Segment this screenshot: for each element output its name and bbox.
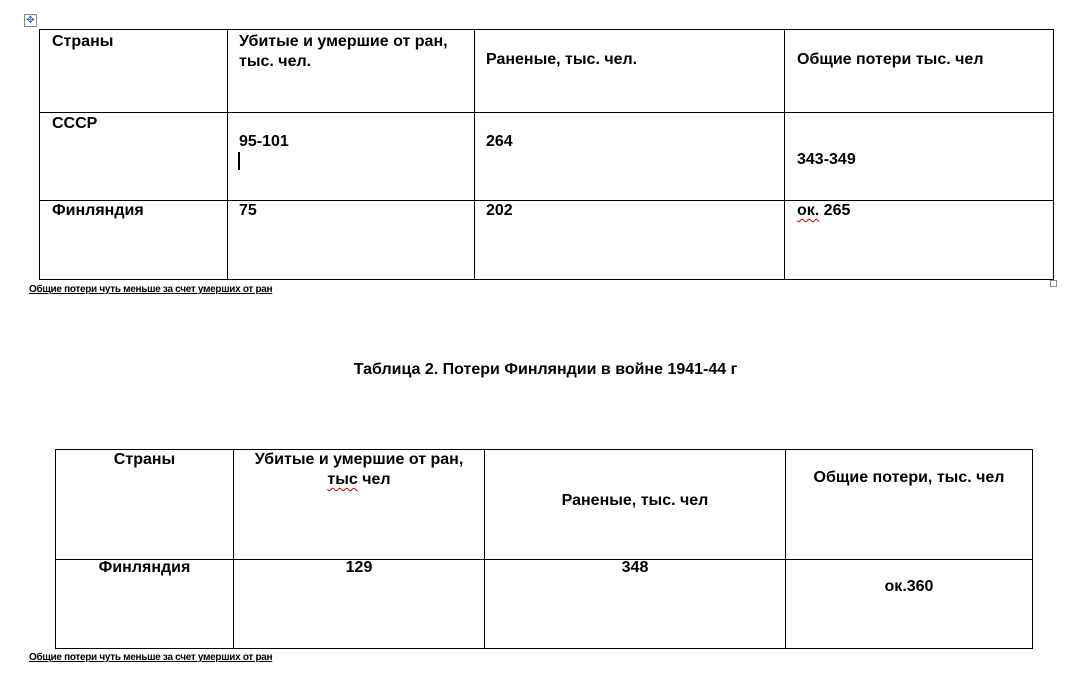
text-cursor xyxy=(238,152,240,170)
losses-table-1 xyxy=(39,29,1054,280)
cell-country[interactable]: Финляндия xyxy=(56,560,234,649)
cell-killed[interactable]: 75 xyxy=(228,201,475,280)
header-cell-country[interactable]: Страны xyxy=(56,450,234,560)
table-caption: Таблица 2. Потери Финляндии в войне 1941-44 г xyxy=(353,361,738,378)
cell-killed[interactable]: 95-101 xyxy=(228,113,475,201)
cell-total[interactable]: ок.360 xyxy=(786,560,1033,649)
header-cell-wounded[interactable]: Раненые, тыс. чел. xyxy=(475,30,785,113)
header-cell-country[interactable]: Страны xyxy=(40,30,228,113)
table-move-handle-icon[interactable]: ✥ xyxy=(24,14,37,27)
header-cell-total[interactable]: Общие потери тыс. чел xyxy=(785,30,1054,113)
spellcheck-word: ок. xyxy=(797,202,820,219)
cell-wounded[interactable]: 202 xyxy=(475,201,785,280)
spellcheck-word: тыс xyxy=(327,471,358,488)
header-cell-wounded[interactable]: Раненые, тыс. чел xyxy=(485,450,786,560)
cell-total[interactable]: 343-349 xyxy=(785,113,1054,201)
cell-wounded[interactable]: 264 xyxy=(475,113,785,201)
table-header-row xyxy=(56,450,1033,560)
losses-table-2 xyxy=(55,449,1033,649)
table-row xyxy=(40,201,1054,280)
cell-country[interactable]: СССР xyxy=(40,113,228,201)
table-resize-handle-icon[interactable] xyxy=(1050,280,1057,287)
table-note: Общие потери чуть меньше за счет умерших от ран xyxy=(29,284,273,295)
table-header-row xyxy=(40,30,1054,113)
cell-country[interactable]: Финляндия xyxy=(40,201,228,280)
cell-wounded[interactable]: 348 xyxy=(485,560,786,649)
cell-killed[interactable]: 129 xyxy=(234,560,485,649)
table-row xyxy=(56,560,1033,649)
header-cell-killed[interactable]: Убитые и умершие от ран, тыс. чел. xyxy=(228,30,475,113)
header-cell-total[interactable]: Общие потери, тыс. чел xyxy=(786,450,1033,560)
table-note: Общие потери чуть меньше за счет умерших от ран xyxy=(29,652,273,663)
cell-total[interactable]: ок. 265 xyxy=(785,201,1054,280)
table-row xyxy=(40,113,1054,201)
header-cell-killed[interactable]: Убитые и умершие от ран, тыс чел xyxy=(234,450,485,560)
